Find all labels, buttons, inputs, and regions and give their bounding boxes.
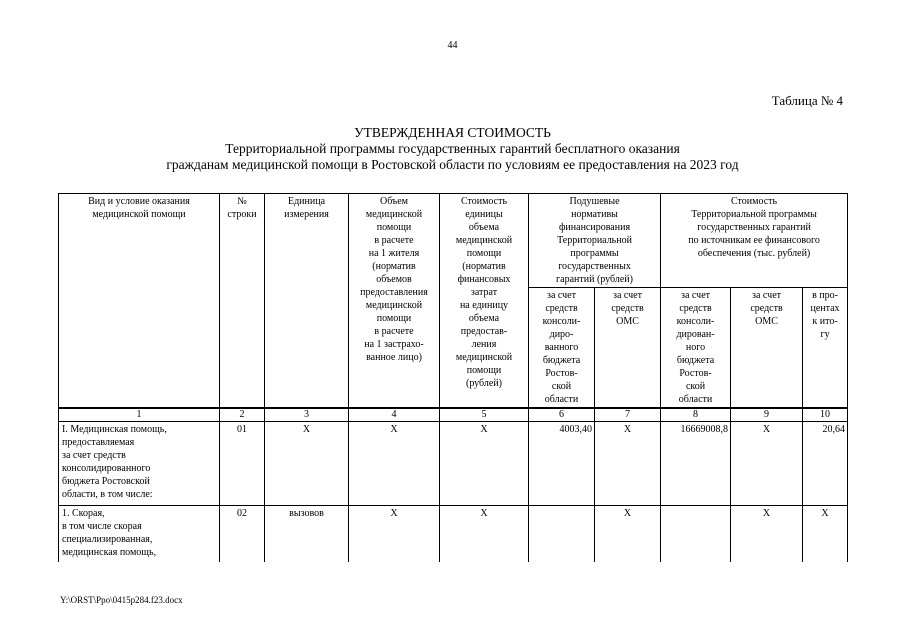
row-total-oms: Х — [731, 422, 803, 506]
column-number: 8 — [661, 408, 731, 422]
table-label: Таблица № 4 — [771, 93, 843, 108]
column-number: 4 — [349, 408, 440, 422]
title-line-2: Территориальной программы государственных гарантий бесплатного оказания — [225, 141, 680, 156]
row-per-capita-budget: 4003,40 — [529, 422, 595, 506]
column-number: 9 — [731, 408, 803, 422]
subheader-total-oms: за счет средств ОМС — [731, 288, 803, 409]
column-number: 1 — [59, 408, 220, 422]
row-volume: Х — [349, 422, 440, 506]
column-number: 7 — [595, 408, 661, 422]
row-percent: Х — [803, 506, 848, 562]
row-name: 1. Скорая, в том числе скорая специализированная, медицинская помощь, — [59, 506, 220, 562]
row-total-budget: 16669008,8 — [661, 422, 731, 506]
row-name: I. Медицинская помощь, предоставляемая за счет средств консолидированного бюджета Ростовской области, в том числе: — [59, 422, 220, 506]
row-line-number: 02 — [220, 506, 265, 562]
column-number-row — [59, 408, 848, 422]
header-line-number: № строки — [220, 194, 265, 409]
title-line-1: УТВЕРЖДЕННАЯ СТОИМОСТЬ — [354, 125, 551, 140]
row-unit-cost: Х — [440, 506, 529, 562]
header-unit: Единица измерения — [265, 194, 349, 409]
column-number: 10 — [803, 408, 848, 422]
column-number: 5 — [440, 408, 529, 422]
header-unit-cost: Стоимость единицы объема медицинской помощи (норматив финансовых затрат на единицу объема предостав- ления медицинской помощи (рублей) — [440, 194, 529, 409]
row-per-capita-oms: Х — [595, 422, 661, 506]
cost-table — [58, 193, 848, 562]
row-per-capita-oms: Х — [595, 506, 661, 562]
subheader-per-capita-oms: за счет средств ОМС — [595, 288, 661, 409]
subheader-total-budget: за счет средств консоли- дирован- ного бюджета Ростов- ской области — [661, 288, 731, 409]
header-row-1 — [59, 194, 848, 288]
row-volume: Х — [349, 506, 440, 562]
header-per-capita: Подушевые нормативы финансирования Территориальной программы государственных гарантий (рублей) — [529, 194, 661, 288]
row-unit-cost: Х — [440, 422, 529, 506]
row-total-budget — [661, 506, 731, 562]
column-number: 6 — [529, 408, 595, 422]
subheader-per-capita-budget: за счет средств консоли- диро- ванного бюджета Ростов- ской области — [529, 288, 595, 409]
column-number: 2 — [220, 408, 265, 422]
column-number: 3 — [265, 408, 349, 422]
row-per-capita-budget — [529, 506, 595, 562]
title-line-3: гражданам медицинской помощи в Ростовской области по условиям ее предоставления на 2023 год — [166, 157, 739, 172]
file-path: Y:\ORST\Ppo\0415p284.f23.docx — [60, 595, 183, 605]
row-unit: вызовов — [265, 506, 349, 562]
row-total-oms: Х — [731, 506, 803, 562]
subheader-percent: в про- центах к ито- гу — [803, 288, 848, 409]
header-program-cost: Стоимость Территориальной программы государственных гарантий по источникам ее финансового обеспечения (тыс. рублей) — [661, 194, 848, 288]
table-row — [59, 506, 848, 562]
header-volume: Объем медицинской помощи в расчете на 1 жителя (норматив объемов предоставления медицинской помощи в расчете на 1 застрахо- ванное лицо) — [349, 194, 440, 409]
header-service-type: Вид и условие оказания медицинской помощи — [59, 194, 220, 409]
row-percent: 20,64 — [803, 422, 848, 506]
row-unit: Х — [265, 422, 349, 506]
row-line-number: 01 — [220, 422, 265, 506]
table-row — [59, 422, 848, 506]
document-title — [0, 125, 905, 173]
page-number: 44 — [447, 40, 458, 51]
